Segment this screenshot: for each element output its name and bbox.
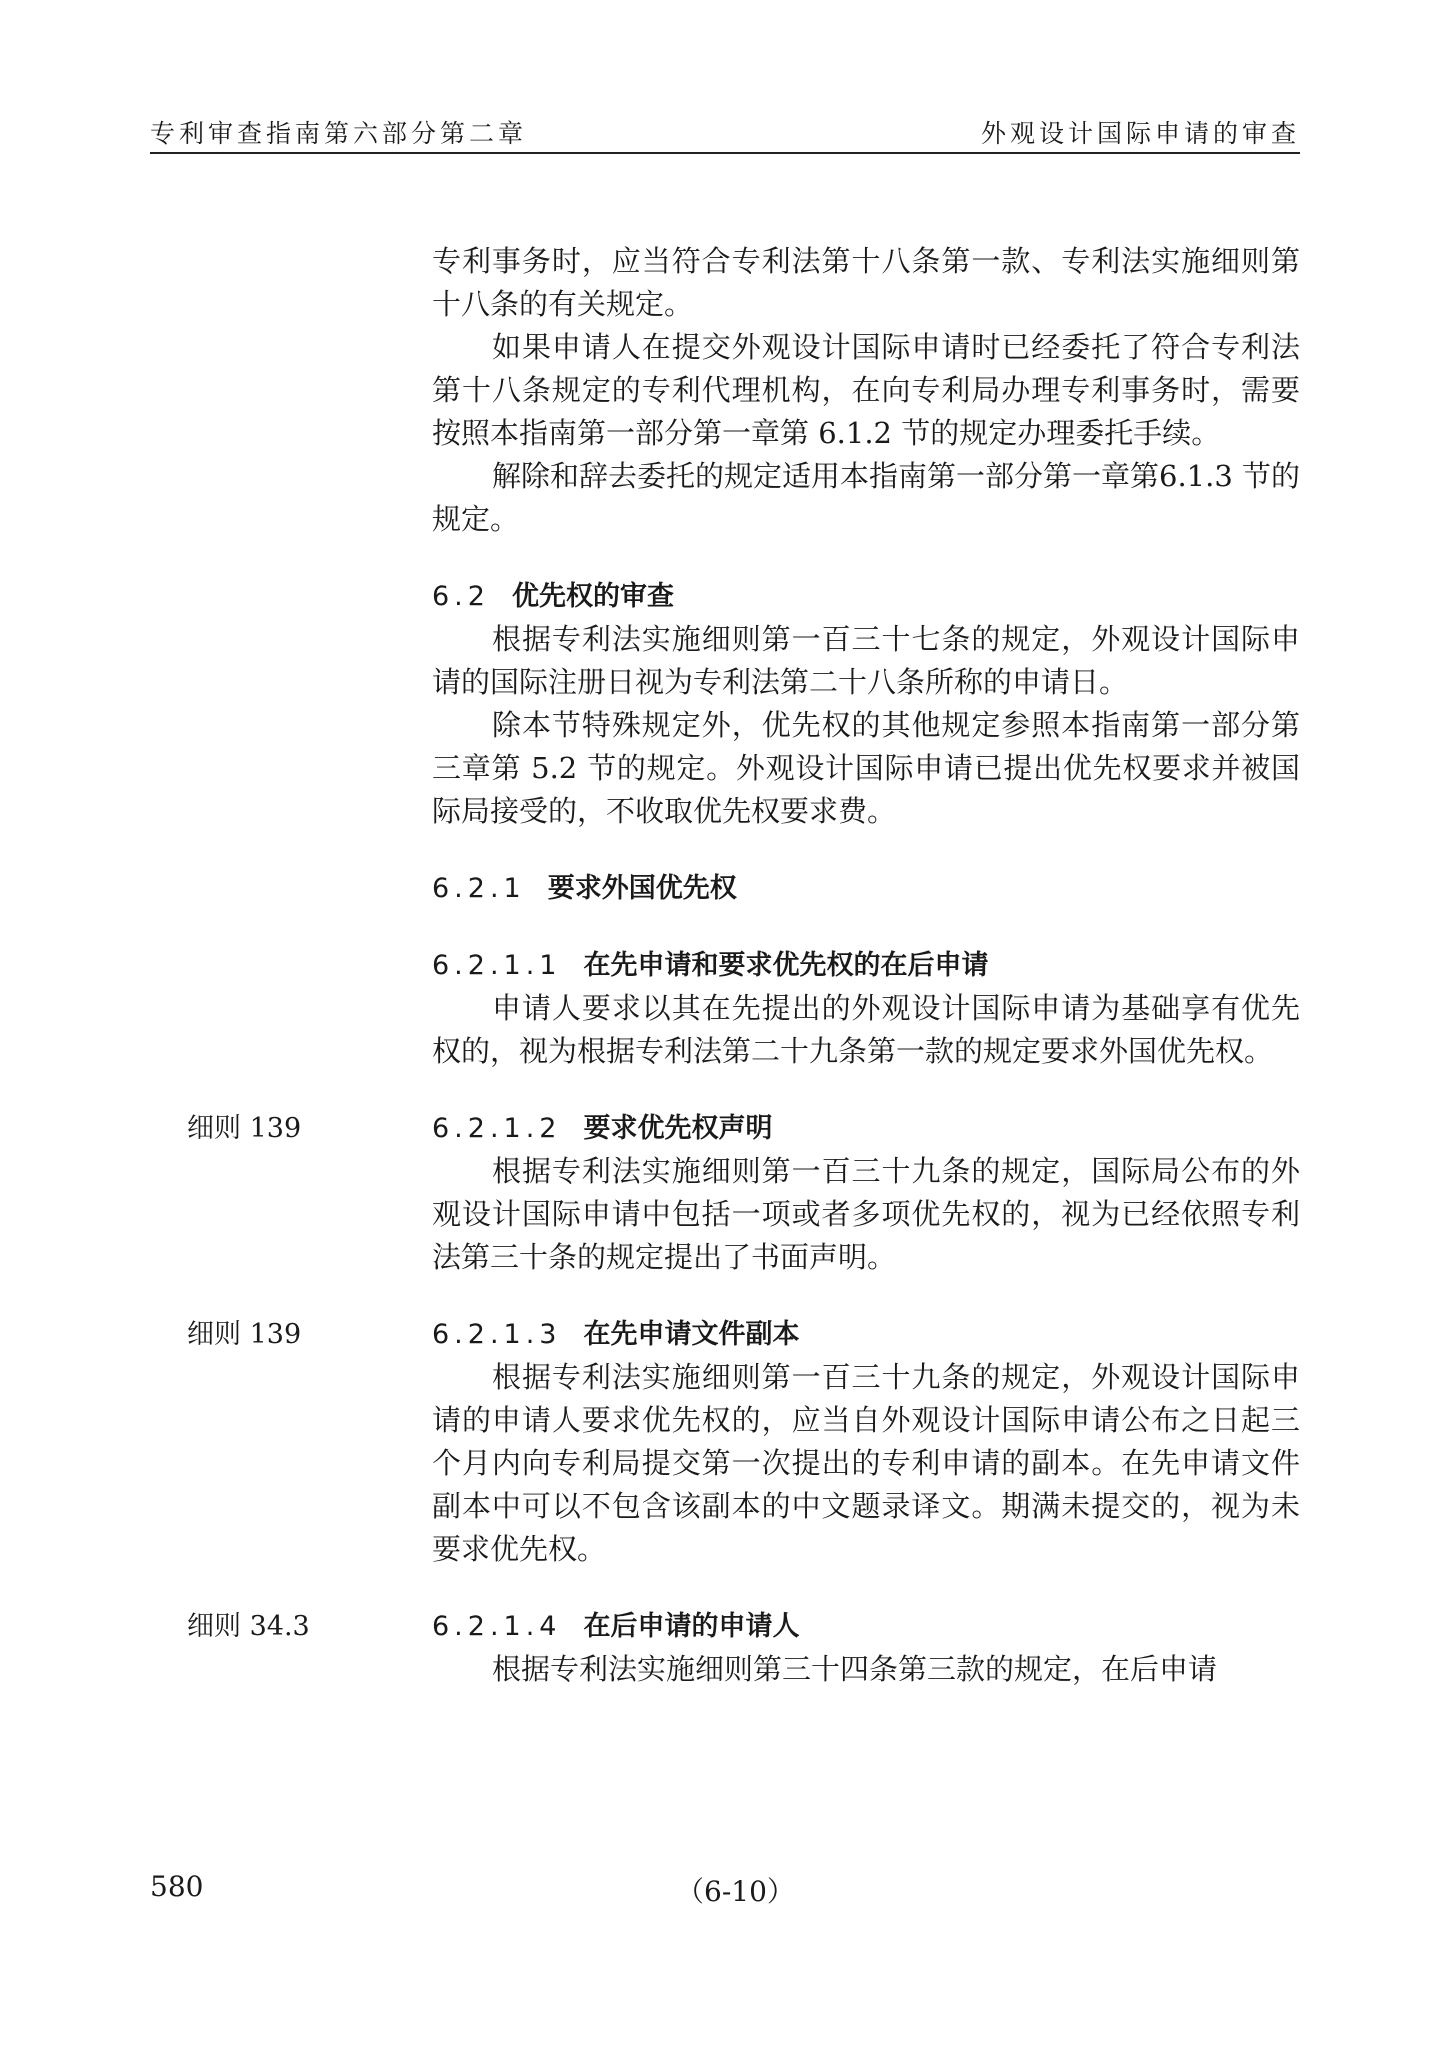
section-number: 6.2.1.2 <box>432 1113 562 1144</box>
section-title: 优先权的审查 <box>511 581 674 612</box>
paragraph: 根据专利法实施细则第一百三十七条的规定，外观设计国际申请的国际注册日视为专利法第二十八条所称的申请日。 <box>432 622 1300 699</box>
section-heading-6-2-1-1 <box>432 944 1300 987</box>
paragraph: 如果申请人在提交外观设计国际申请时已经委托了符合专利法第十八条规定的专利代理机构，在向专利局办理专利事务时，需要按照本指南第一部分第一章第 6.1.2 节的规定办理委托手续。 <box>432 330 1300 450</box>
running-header <box>150 112 1300 154</box>
section-title: 在先申请和要求优先权的在后申请 <box>583 950 989 981</box>
section-number: 6.2.1.4 <box>432 1611 562 1642</box>
header-chapter-title: 专利审查指南第六部分第二章 <box>150 119 528 148</box>
section-heading-6-2-1-4 <box>432 1605 1300 1648</box>
paragraph: 申请人要求以其在先提出的外观设计国际申请为基础享有优先权的，视为根据专利法第二十九条第一款的规定要求外国优先权。 <box>432 991 1300 1068</box>
chapter-page-code: （6-10） <box>676 1875 795 1908</box>
section-heading-6-2-1 <box>432 867 1300 910</box>
margin-note: 细则 139 <box>187 1113 302 1144</box>
section-title: 在后申请的申请人 <box>583 1611 800 1642</box>
margin-note: 细则 139 <box>187 1319 302 1350</box>
page-number: 580 <box>150 1870 204 1903</box>
section-heading-6-2-1-3 <box>432 1313 1300 1356</box>
margin-note: 细则 34.3 <box>187 1611 310 1642</box>
page-body <box>187 240 1301 1691</box>
paragraph: 除本节特殊规定外，优先权的其他规定参照本指南第一部分第三章第 5.2 节的规定。外观设计国际申请已提出优先权要求并被国际局接受的，不收取优先权要求费。 <box>432 708 1300 828</box>
section-number: 6.2.1.3 <box>432 1319 562 1350</box>
paragraph: 专利事务时，应当符合专利法第十八条第一款、专利法实施细则第十八条的有关规定。 <box>432 244 1300 321</box>
section-heading-6-2-1-2 <box>432 1107 1300 1150</box>
paragraph: 解除和辞去委托的规定适用本指南第一部分第一章第6.1.3 节的规定。 <box>432 459 1301 536</box>
section-title: 在先申请文件副本 <box>583 1319 800 1350</box>
section-heading-6-2 <box>432 575 1300 618</box>
section-title: 要求外国优先权 <box>547 873 737 904</box>
section-number: 6.2.1.1 <box>432 950 562 981</box>
header-section-title: 外观设计国际申请的审查 <box>980 119 1300 148</box>
section-title: 要求优先权声明 <box>583 1113 773 1144</box>
paragraph: 根据专利法实施细则第一百三十九条的规定，外观设计国际申请的申请人要求优先权的，应当自外观设计国际申请公布之日起三个月内向专利局提交第一次提出的专利申请的副本。在先申请文件副本中可以不包含该副本的中文题录译文。期满未提交的，视为未要求优先权。 <box>432 1360 1300 1566</box>
section-number: 6.2 <box>432 581 490 612</box>
paragraph: 根据专利法实施细则第三十四条第三款的规定，在后申请 <box>492 1652 1218 1686</box>
section-number: 6.2.1 <box>432 873 526 904</box>
paragraph: 根据专利法实施细则第一百三十九条的规定，国际局公布的外观设计国际申请中包括一项或者多项优先权的，视为已经依照专利法第三十条的规定提出了书面声明。 <box>432 1154 1300 1274</box>
